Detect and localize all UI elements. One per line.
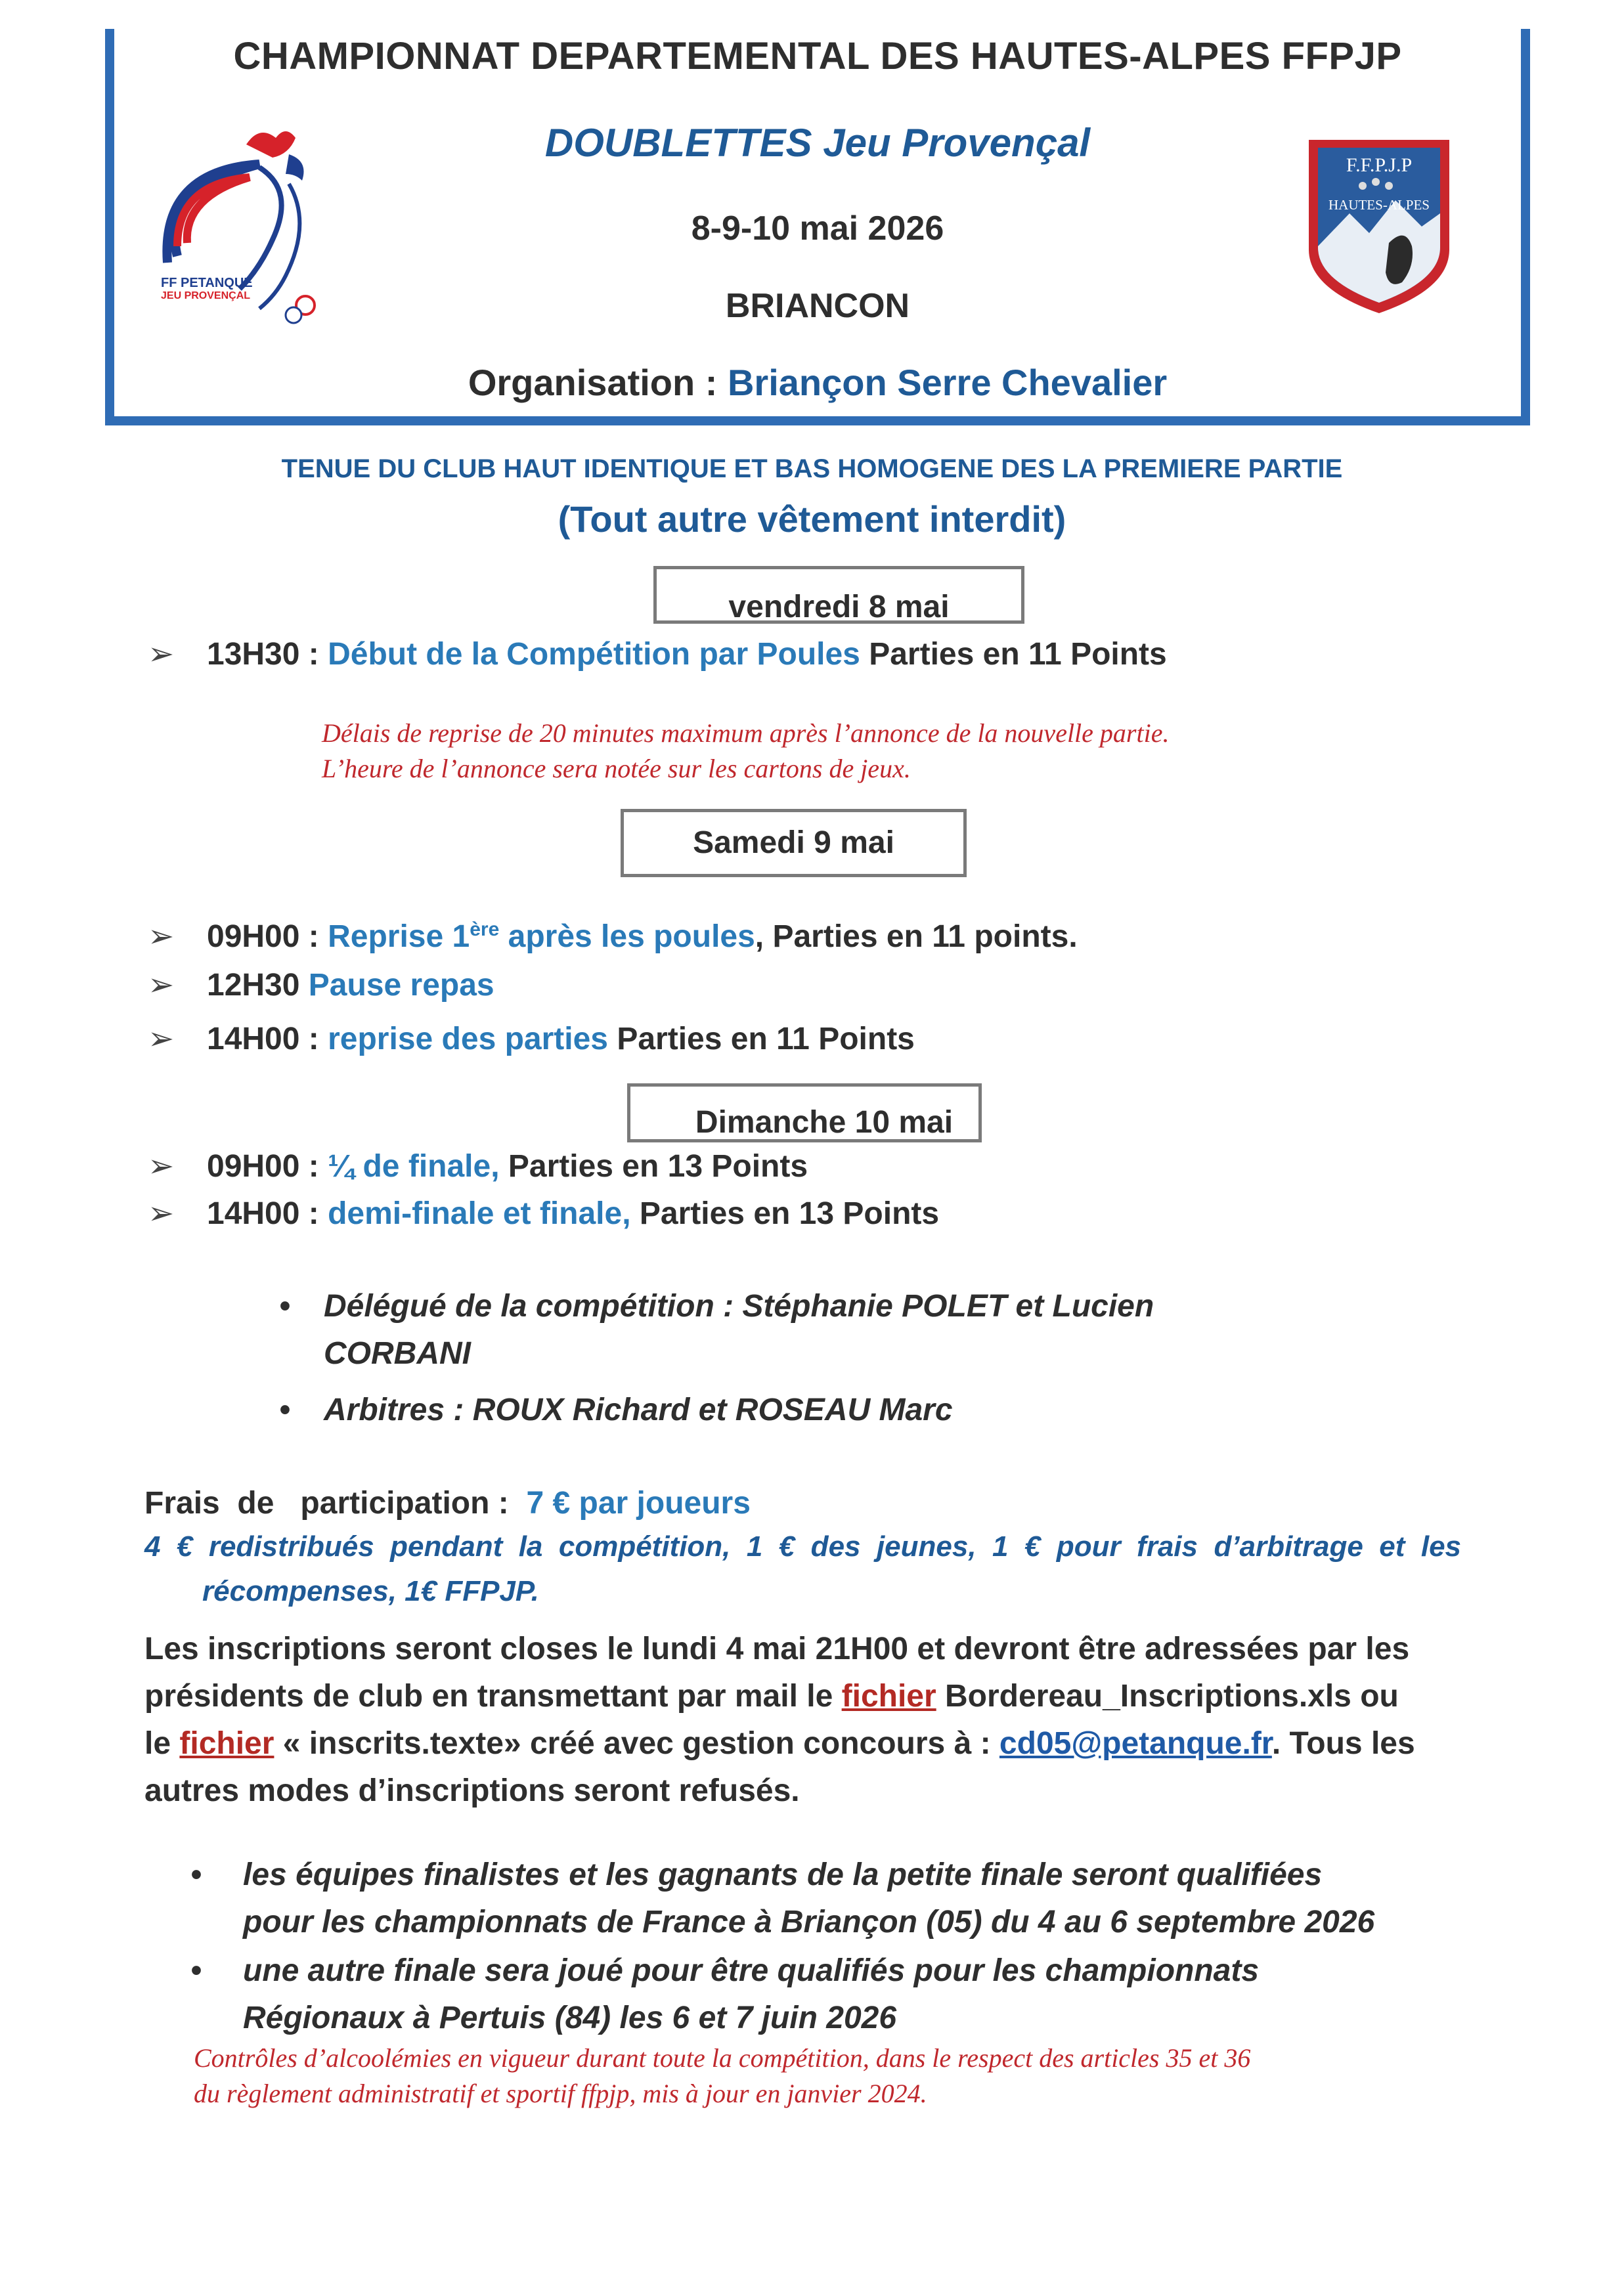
email-link[interactable]: cd05@petanque.fr: [999, 1726, 1272, 1761]
registration-text: Bordereau_Inscriptions.xls ou: [936, 1679, 1399, 1714]
fees-detail-line2: récompenses, 1€ FFPJP.: [202, 1575, 539, 1607]
schedule-detail: Parties en 11 Points: [860, 637, 1167, 672]
schedule-time: 09H00 :: [207, 1149, 328, 1184]
fees-label: Frais de participation :: [144, 1486, 527, 1521]
event-subtitle: DOUBLETTES Jeu Provençal: [544, 121, 1091, 165]
schedule-event: Pause repas: [308, 968, 494, 1003]
schedule-detail: , Parties en 11 points.: [755, 919, 1078, 954]
organisation-label: Organisation :: [468, 362, 728, 403]
bullet-icon: •: [279, 1289, 290, 1324]
organisation: [105, 361, 1530, 404]
delegate-line1: Délégué de la compétition : Stéphanie POLET et Lucien: [324, 1289, 1154, 1324]
fees-detail: [144, 1525, 1550, 1614]
schedule-event: Début de la Compétition par Poules: [328, 637, 860, 672]
qualification-line: pour les championnats de France à Briançon (05) du 4 au 6 septembre 2026: [243, 1905, 1375, 1939]
day-header-saturday: [621, 809, 967, 877]
bullet-icon: •: [190, 1857, 202, 1892]
ffpjp-hautes-alpes-shield-logo: [1304, 135, 1455, 318]
ffpjp-rooster-logo: [148, 118, 332, 328]
fees-line: [144, 1480, 751, 1527]
schedule-row: [148, 1148, 808, 1184]
arrow-bullet-icon: ➢: [148, 1022, 175, 1056]
event-dates: 8-9-10 mai 2026: [691, 209, 944, 248]
logo-right-text-1: F.F.P.J.P: [1346, 154, 1413, 176]
registration-line1: Les inscriptions seront closes le lundi 4 mai 21H00 et devront être adressées par les: [144, 1632, 1410, 1666]
arrow-bullet-icon: ➢: [148, 637, 175, 672]
schedule-detail: Parties en 13 Points: [499, 1149, 808, 1184]
schedule-time: 14H00 :: [207, 1196, 328, 1231]
day-label-sunday: Dimanche 10 mai: [695, 1105, 954, 1140]
fichier-link[interactable]: fichier: [841, 1679, 936, 1714]
day-label-saturday: Samedi 9 mai: [693, 825, 894, 860]
referees-text: Arbitres : ROUX Richard et ROSEAU Marc: [324, 1393, 953, 1427]
day-header-sunday: [627, 1083, 982, 1142]
dress-code-warning: (Tout autre vêtement interdit): [558, 498, 1066, 540]
qualification-item: [190, 1947, 1259, 2042]
registration-text: présidents de club en transmettant par mail le: [144, 1679, 842, 1714]
page-title: CHAMPIONNAT DEPARTEMENTAL DES HAUTES-ALPES FFPJP: [233, 35, 1402, 77]
day-label-friday: vendredi 8 mai: [728, 590, 950, 624]
schedule-time: 13H30 :: [207, 637, 328, 672]
registration-text: le: [144, 1726, 180, 1761]
logo-right-text-2: HAUTES-ALPES: [1328, 197, 1430, 213]
event-city: BRIANCON: [725, 287, 910, 325]
qualification-line: les équipes finalistes et les gagnants de la petite finale seront qualifiées: [243, 1857, 1323, 1892]
schedule-event: reprise des parties: [328, 1022, 608, 1056]
fees-detail-line1: 4 € redistribués pendant la compétition, 1 € des jeunes, 1 € pour frais d’arbitrage et les: [144, 1530, 1462, 1563]
registration-line3: [144, 1720, 1415, 1767]
organisation-value: Briançon Serre Chevalier: [727, 362, 1168, 403]
schedule-row: [148, 918, 1078, 955]
logo-left-text-2: JEU PROVENÇAL: [161, 290, 251, 301]
day-header-friday: [653, 566, 1024, 624]
schedule-event: ¼ de finale,: [328, 1149, 500, 1184]
arrow-bullet-icon: ➢: [148, 968, 175, 1003]
referees-item: [279, 1387, 953, 1434]
registration-text: « inscrits.texte» créé avec gestion concours à :: [274, 1726, 999, 1761]
arrow-bullet-icon: ➢: [148, 1149, 175, 1184]
schedule-detail: Parties en 11 Points: [608, 1022, 915, 1056]
schedule-row: [148, 966, 494, 1003]
dress-code-line: TENUE DU CLUB HAUT IDENTIQUE ET BAS HOMOGENE DES LA PREMIERE PARTIE: [281, 454, 1343, 483]
registration-line4: autres modes d’inscriptions seront refusés.: [144, 1773, 800, 1808]
alcohol-note-line2: du règlement administratif et sportif ffpjp, mis à jour en janvier 2024.: [194, 2079, 927, 2108]
fees-value: 7 € par joueurs: [526, 1486, 751, 1521]
qualification-line: Régionaux à Pertuis (84) les 6 et 7 juin 2026: [243, 2001, 897, 2035]
schedule-row: [148, 1020, 915, 1057]
schedule-row: [148, 636, 1167, 672]
fichier-link[interactable]: fichier: [179, 1726, 274, 1761]
qualification-line: une autre finale sera joué pour être qualifiés pour les championnats: [243, 1953, 1260, 1988]
delay-note-line2: L’heure de l’annonce sera notée sur les cartons de jeux.: [322, 754, 911, 783]
delegate-line2: CORBANI: [324, 1336, 471, 1371]
delegate-item: [279, 1283, 1154, 1377]
schedule-event-part: Reprise 1: [328, 919, 470, 954]
schedule-detail: Parties en 13 Points: [630, 1196, 940, 1231]
schedule-row: [148, 1195, 939, 1232]
schedule-event: demi-finale et finale,: [328, 1196, 631, 1231]
bullet-icon: •: [279, 1393, 290, 1427]
delay-note: [322, 716, 1169, 787]
logo-left-text-1: FF PETANQUE: [161, 276, 253, 290]
schedule-time: 14H00 :: [207, 1022, 328, 1056]
schedule-event-part: après les poules: [499, 919, 755, 954]
alcohol-note: [194, 2041, 1250, 2112]
alcohol-note-line1: Contrôles d’alcoolémies en vigueur durant toute la compétition, dans le respect des articles 35 et 36: [194, 2043, 1251, 2073]
bullet-icon: •: [190, 1953, 202, 1988]
arrow-bullet-icon: ➢: [148, 1196, 175, 1231]
arrow-bullet-icon: ➢: [148, 919, 175, 954]
schedule-event: [328, 919, 755, 954]
registration-paragraph: [144, 1626, 1415, 1815]
registration-line2: [144, 1673, 1415, 1720]
delay-note-line1: Délais de reprise de 20 minutes maximum après l’annonce de la nouvelle partie.: [322, 718, 1170, 748]
superscript: ère: [470, 919, 500, 940]
schedule-time: 12H30: [207, 968, 309, 1003]
qualification-item: [190, 1852, 1374, 1946]
registration-text: . Tous les: [1271, 1726, 1415, 1761]
schedule-time: 09H00 :: [207, 919, 328, 954]
